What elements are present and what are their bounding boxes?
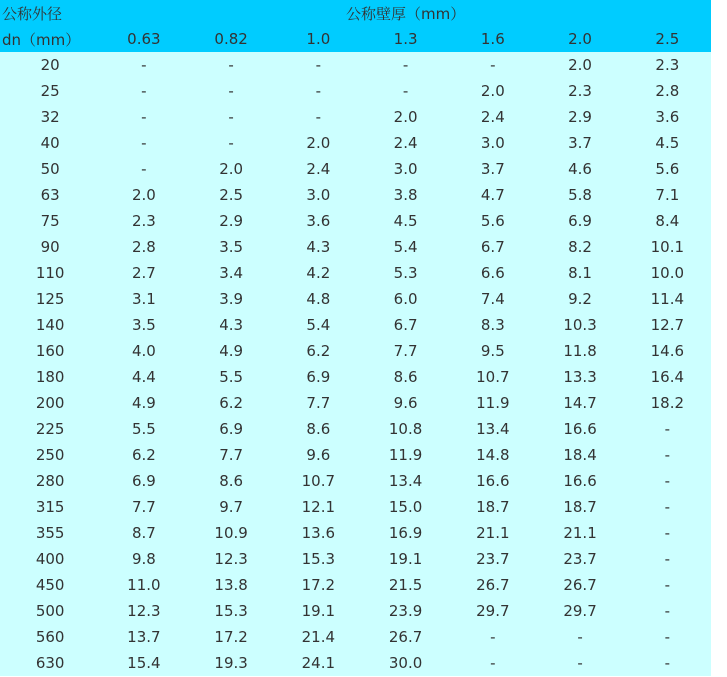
wall-thickness-cell: 9.6 bbox=[306, 446, 331, 464]
wall-thickness-cell: 4.0 bbox=[131, 342, 156, 360]
wall-thickness-cell: - bbox=[141, 108, 147, 126]
wall-thickness-cell: 4.9 bbox=[219, 342, 244, 360]
wall-thickness-cell: 2.3 bbox=[568, 82, 592, 100]
outer-diameter-cell: 50 bbox=[40, 160, 60, 178]
table-row bbox=[0, 52, 711, 78]
wall-thickness-cell: 3.8 bbox=[393, 186, 418, 204]
wall-thickness-cell: 8.2 bbox=[568, 238, 592, 256]
wall-thickness-cell: 30.0 bbox=[388, 654, 423, 672]
wall-thickness-cell: 9.7 bbox=[219, 498, 244, 516]
wall-thickness-cell: 17.2 bbox=[214, 628, 248, 646]
outer-diameter-cell: 280 bbox=[35, 472, 65, 490]
wall-thickness-cell: 10.3 bbox=[563, 316, 597, 334]
wall-thickness-cell: 26.7 bbox=[563, 576, 597, 594]
wall-thickness-cell: 6.2 bbox=[219, 394, 244, 412]
wall-thickness-cell: 18.2 bbox=[650, 394, 685, 412]
wall-thickness-cell: 2.3 bbox=[131, 212, 156, 230]
thickness-column-header: 2.0 bbox=[536, 26, 623, 52]
outer-diameter-cell: 32 bbox=[40, 108, 60, 126]
wall-thickness-cell: 6.9 bbox=[306, 368, 331, 386]
wall-thickness-cell: - bbox=[315, 56, 322, 74]
wall-thickness-cell: 2.4 bbox=[306, 160, 331, 178]
wall-thickness-cell: 21.5 bbox=[388, 576, 423, 594]
wall-thickness-cell: 2.9 bbox=[568, 108, 592, 126]
outer-diameter-cell: 40 bbox=[40, 134, 60, 152]
wall-thickness-cell: 6.7 bbox=[393, 316, 418, 334]
wall-thickness-cell: 12.3 bbox=[127, 602, 161, 620]
table-row bbox=[0, 312, 711, 338]
wall-thickness-cell: 23.7 bbox=[563, 550, 597, 568]
wall-thickness-cell: - bbox=[315, 82, 322, 100]
wall-thickness-cell: 2.0 bbox=[219, 160, 244, 178]
wall-thickness-cell: 6.7 bbox=[480, 238, 505, 256]
wall-thickness-cell: 11.9 bbox=[476, 394, 510, 412]
wall-thickness-cell: - bbox=[402, 56, 409, 74]
wall-thickness-cell: 2.4 bbox=[393, 134, 418, 152]
wall-thickness-cell: - bbox=[664, 524, 671, 542]
wall-thickness-cell: 5.6 bbox=[480, 212, 505, 230]
wall-thickness-cell: 7.7 bbox=[131, 498, 156, 516]
wall-thickness-cell: - bbox=[664, 472, 671, 490]
table-row bbox=[0, 182, 711, 208]
wall-thickness-cell: 19.1 bbox=[388, 550, 423, 568]
wall-thickness-cell: 7.1 bbox=[655, 186, 680, 204]
table-row bbox=[0, 520, 711, 546]
wall-thickness-cell: 6.0 bbox=[393, 290, 418, 308]
wall-thickness-cell: 6.6 bbox=[480, 264, 505, 282]
outer-diameter-cell: 630 bbox=[35, 654, 65, 672]
wall-thickness-cell: 13.4 bbox=[476, 420, 510, 438]
wall-thickness-cell: 21.4 bbox=[301, 628, 336, 646]
outer-diameter-cell: 560 bbox=[35, 628, 65, 646]
outer-diameter-cell: 200 bbox=[35, 394, 65, 412]
outer-diameter-cell: 125 bbox=[35, 290, 65, 308]
wall-thickness-cell: 3.9 bbox=[219, 290, 244, 308]
wall-thickness-cell: 6.2 bbox=[306, 342, 331, 360]
wall-thickness-cell: 26.7 bbox=[476, 576, 510, 594]
table-row bbox=[0, 104, 711, 130]
wall-thickness-cell: 8.3 bbox=[480, 316, 505, 334]
wall-thickness-cell: 16.6 bbox=[476, 472, 510, 490]
wall-thickness-cell: 4.7 bbox=[480, 186, 505, 204]
wall-thickness-cell: - bbox=[664, 550, 671, 568]
wall-thickness-cell: 10.9 bbox=[214, 524, 248, 542]
dn-unit-header: dn（mm） bbox=[0, 26, 100, 52]
wall-thickness-cell: 17.2 bbox=[301, 576, 336, 594]
wall-thickness-cell: 26.7 bbox=[388, 628, 423, 646]
wall-thickness-cell: 14.8 bbox=[476, 446, 510, 464]
wall-thickness-cell: 3.0 bbox=[480, 134, 505, 152]
outer-diameter-cell: 450 bbox=[35, 576, 65, 594]
table-row bbox=[0, 156, 711, 182]
wall-thickness-cell: 4.3 bbox=[306, 238, 331, 256]
thickness-column-header: 1.6 bbox=[449, 26, 536, 52]
wall-thickness-cell: 12.7 bbox=[650, 316, 685, 334]
wall-thickness-cell: 16.4 bbox=[650, 368, 685, 386]
wall-thickness-cell: 13.7 bbox=[127, 628, 161, 646]
wall-thickness-cell: 24.1 bbox=[301, 654, 336, 672]
wall-thickness-cell: 11.8 bbox=[563, 342, 597, 360]
wall-thickness-cell: 5.8 bbox=[568, 186, 592, 204]
wall-thickness-cell: 9.8 bbox=[131, 550, 156, 568]
wall-thickness-cell: 2.3 bbox=[655, 56, 680, 74]
wall-thickness-cell: - bbox=[490, 654, 496, 672]
wall-thickness-cell: 9.6 bbox=[393, 394, 418, 412]
outer-diameter-cell: 180 bbox=[35, 368, 65, 386]
thickness-column-header: 1.3 bbox=[362, 26, 449, 52]
wall-thickness-cell: 7.4 bbox=[480, 290, 505, 308]
wall-thickness-cell: 8.1 bbox=[568, 264, 592, 282]
wall-thickness-cell: 19.1 bbox=[301, 602, 336, 620]
wall-thickness-cell: 8.7 bbox=[131, 524, 156, 542]
wall-thickness-cell: 8.6 bbox=[219, 472, 244, 490]
wall-thickness-cell: 2.8 bbox=[655, 82, 680, 100]
wall-thickness-cell: - bbox=[664, 628, 671, 646]
thickness-column-header: 0.63 bbox=[100, 26, 187, 52]
wall-thickness-cell: 18.7 bbox=[563, 498, 597, 516]
header-row-2 bbox=[0, 26, 711, 52]
wall-thickness-cell: 13.4 bbox=[388, 472, 423, 490]
table-row bbox=[0, 624, 711, 650]
table-row bbox=[0, 364, 711, 390]
wall-thickness-cell: 6.2 bbox=[131, 446, 156, 464]
outer-diameter-cell: 20 bbox=[40, 56, 60, 74]
wall-thickness-cell: 6.9 bbox=[568, 212, 592, 230]
table-row bbox=[0, 130, 711, 156]
thickness-column-header: 1.0 bbox=[275, 26, 362, 52]
wall-thickness-cell: - bbox=[228, 82, 234, 100]
wall-thickness-cell: - bbox=[577, 628, 583, 646]
outer-diameter-cell: 63 bbox=[40, 186, 60, 204]
wall-thickness-cell: 11.0 bbox=[127, 576, 161, 594]
wall-thickness-cell: 3.7 bbox=[480, 160, 505, 178]
table-row bbox=[0, 442, 711, 468]
wall-thickness-cell: - bbox=[664, 576, 671, 594]
wall-thickness-cell: - bbox=[577, 654, 583, 672]
wall-thickness-cell: 10.0 bbox=[650, 264, 685, 282]
wall-thickness-cell: 3.4 bbox=[219, 264, 244, 282]
wall-thickness-cell: 4.4 bbox=[131, 368, 156, 386]
wall-thickness-cell: 21.1 bbox=[476, 524, 510, 542]
wall-thickness-cell: - bbox=[141, 82, 147, 100]
outer-diameter-cell: 315 bbox=[35, 498, 65, 516]
outer-diameter-cell: 225 bbox=[35, 420, 65, 438]
outer-diameter-cell: 400 bbox=[35, 550, 65, 568]
outer-diameter-cell: 25 bbox=[40, 82, 60, 100]
wall-thickness-cell: 4.5 bbox=[393, 212, 418, 230]
wall-thickness-cell: 19.3 bbox=[214, 654, 248, 672]
wall-thickness-cell: 18.7 bbox=[476, 498, 510, 516]
wall-thickness-cell: 2.0 bbox=[131, 186, 156, 204]
wall-thickness-cell: 3.5 bbox=[219, 238, 244, 256]
outer-diameter-cell: 500 bbox=[35, 602, 65, 620]
wall-thickness-cell: 10.1 bbox=[650, 238, 685, 256]
wall-thickness-cell: 4.5 bbox=[655, 134, 680, 152]
wall-thickness-cell: 9.5 bbox=[480, 342, 505, 360]
wall-thickness-cell: 4.9 bbox=[131, 394, 156, 412]
wall-thickness-cell: 10.7 bbox=[476, 368, 510, 386]
wall-thickness-cell: 14.6 bbox=[650, 342, 685, 360]
wall-thickness-cell: 2.0 bbox=[393, 108, 418, 126]
table-row bbox=[0, 208, 711, 234]
wall-thickness-cell: 2.5 bbox=[219, 186, 244, 204]
wall-thickness-cell: 3.1 bbox=[131, 290, 156, 308]
wall-thickness-cell: 16.6 bbox=[563, 420, 597, 438]
table-row bbox=[0, 338, 711, 364]
table-row bbox=[0, 494, 711, 520]
wall-thickness-cell: 2.0 bbox=[306, 134, 331, 152]
wall-thickness-cell: - bbox=[490, 56, 496, 74]
wall-thickness-cell: 8.6 bbox=[306, 420, 331, 438]
wall-thickness-cell: 29.7 bbox=[563, 602, 597, 620]
wall-thickness-cell: 21.1 bbox=[563, 524, 597, 542]
table-row bbox=[0, 416, 711, 442]
wall-thickness-cell: 3.6 bbox=[655, 108, 680, 126]
wall-thickness-cell: - bbox=[664, 420, 671, 438]
wall-thickness-cell: 9.2 bbox=[568, 290, 592, 308]
table-row bbox=[0, 78, 711, 104]
wall-thickness-cell: 6.9 bbox=[219, 420, 244, 438]
table-body bbox=[0, 52, 711, 676]
table-row bbox=[0, 546, 711, 572]
table-header bbox=[0, 0, 711, 52]
table-row bbox=[0, 234, 711, 260]
wall-thickness-cell: 8.6 bbox=[393, 368, 418, 386]
wall-thickness-cell: 15.0 bbox=[388, 498, 423, 516]
wall-thickness-cell: 2.0 bbox=[480, 82, 505, 100]
wall-thickness-cell: 8.4 bbox=[655, 212, 680, 230]
outer-diameter-header: 公称外径 bbox=[0, 0, 100, 26]
wall-thickness-cell: 3.5 bbox=[131, 316, 156, 334]
wall-thickness-cell: 23.7 bbox=[476, 550, 510, 568]
wall-thickness-cell: - bbox=[664, 446, 671, 464]
table-row bbox=[0, 286, 711, 312]
header-row-1 bbox=[0, 0, 711, 26]
table-row bbox=[0, 598, 711, 624]
wall-thickness-cell: - bbox=[141, 56, 147, 74]
wall-thickness-cell: 10.7 bbox=[301, 472, 336, 490]
outer-diameter-cell: 250 bbox=[35, 446, 65, 464]
wall-thickness-cell: - bbox=[490, 628, 496, 646]
outer-diameter-cell: 75 bbox=[40, 212, 60, 230]
wall-thickness-cell: 2.0 bbox=[568, 56, 592, 74]
outer-diameter-cell: 140 bbox=[35, 316, 65, 334]
wall-thickness-cell: 5.5 bbox=[219, 368, 244, 386]
wall-thickness-cell: 5.6 bbox=[655, 160, 680, 178]
thickness-column-header: 0.82 bbox=[188, 26, 275, 52]
wall-thickness-cell: - bbox=[228, 134, 234, 152]
wall-thickness-cell: 7.7 bbox=[393, 342, 418, 360]
wall-thickness-cell: 3.6 bbox=[306, 212, 331, 230]
wall-thickness-cell: 15.3 bbox=[301, 550, 336, 568]
wall-thickness-cell: 16.9 bbox=[388, 524, 423, 542]
wall-thickness-cell: 23.9 bbox=[388, 602, 423, 620]
wall-thickness-cell: 3.0 bbox=[306, 186, 331, 204]
wall-thickness-cell: 14.7 bbox=[563, 394, 597, 412]
wall-thickness-cell: 2.4 bbox=[480, 108, 505, 126]
wall-thickness-cell: 5.4 bbox=[393, 238, 418, 256]
wall-thickness-cell: 4.2 bbox=[306, 264, 331, 282]
wall-thickness-cell: 29.7 bbox=[476, 602, 510, 620]
outer-diameter-cell: 160 bbox=[35, 342, 65, 360]
table-row bbox=[0, 572, 711, 598]
wall-thickness-cell: 2.7 bbox=[131, 264, 156, 282]
wall-thickness-cell: 6.9 bbox=[131, 472, 156, 490]
wall-thickness-cell: - bbox=[664, 654, 671, 672]
wall-thickness-cell: 5.4 bbox=[306, 316, 331, 334]
wall-thickness-cell: - bbox=[664, 498, 671, 516]
wall-thickness-cell: 10.8 bbox=[388, 420, 423, 438]
wall-thickness-cell: - bbox=[228, 108, 234, 126]
table-row bbox=[0, 650, 711, 676]
wall-thickness-cell: 4.6 bbox=[568, 160, 592, 178]
wall-thickness-cell: 16.6 bbox=[563, 472, 597, 490]
outer-diameter-cell: 110 bbox=[35, 264, 65, 282]
wall-thickness-cell: 7.7 bbox=[306, 394, 331, 412]
wall-thickness-cell: 13.6 bbox=[301, 524, 336, 542]
thickness-column-header: 2.5 bbox=[624, 26, 711, 52]
wall-thickness-cell: 4.3 bbox=[219, 316, 244, 334]
wall-thickness-cell: - bbox=[315, 108, 322, 126]
wall-thickness-cell: 2.9 bbox=[219, 212, 244, 230]
wall-thickness-cell: 15.4 bbox=[127, 654, 161, 672]
wall-thickness-group-header: 公称壁厚（mm） bbox=[100, 0, 711, 26]
table-row bbox=[0, 468, 711, 494]
wall-thickness-cell: 5.3 bbox=[393, 264, 418, 282]
wall-thickness-cell: 5.5 bbox=[131, 420, 156, 438]
wall-thickness-cell: - bbox=[228, 56, 234, 74]
wall-thickness-cell: 4.8 bbox=[306, 290, 331, 308]
wall-thickness-cell: 3.0 bbox=[393, 160, 418, 178]
wall-thickness-cell: 2.8 bbox=[131, 238, 156, 256]
table-row bbox=[0, 260, 711, 286]
table-row bbox=[0, 390, 711, 416]
outer-diameter-cell: 355 bbox=[35, 524, 65, 542]
wall-thickness-cell: 13.3 bbox=[563, 368, 597, 386]
wall-thickness-cell: 11.4 bbox=[650, 290, 685, 308]
wall-thickness-cell: 3.7 bbox=[568, 134, 592, 152]
wall-thickness-cell: - bbox=[402, 82, 409, 100]
wall-thickness-cell: - bbox=[141, 160, 147, 178]
outer-diameter-cell: 90 bbox=[40, 238, 60, 256]
wall-thickness-cell: 12.3 bbox=[214, 550, 248, 568]
wall-thickness-cell: 13.8 bbox=[214, 576, 248, 594]
wall-thickness-cell: 18.4 bbox=[563, 446, 597, 464]
wall-thickness-cell: - bbox=[141, 134, 147, 152]
wall-thickness-cell: 7.7 bbox=[219, 446, 244, 464]
wall-thickness-cell: 15.3 bbox=[214, 602, 248, 620]
wall-thickness-cell: 11.9 bbox=[388, 446, 423, 464]
wall-thickness-cell: 12.1 bbox=[301, 498, 336, 516]
wall-thickness-cell: - bbox=[664, 602, 671, 620]
